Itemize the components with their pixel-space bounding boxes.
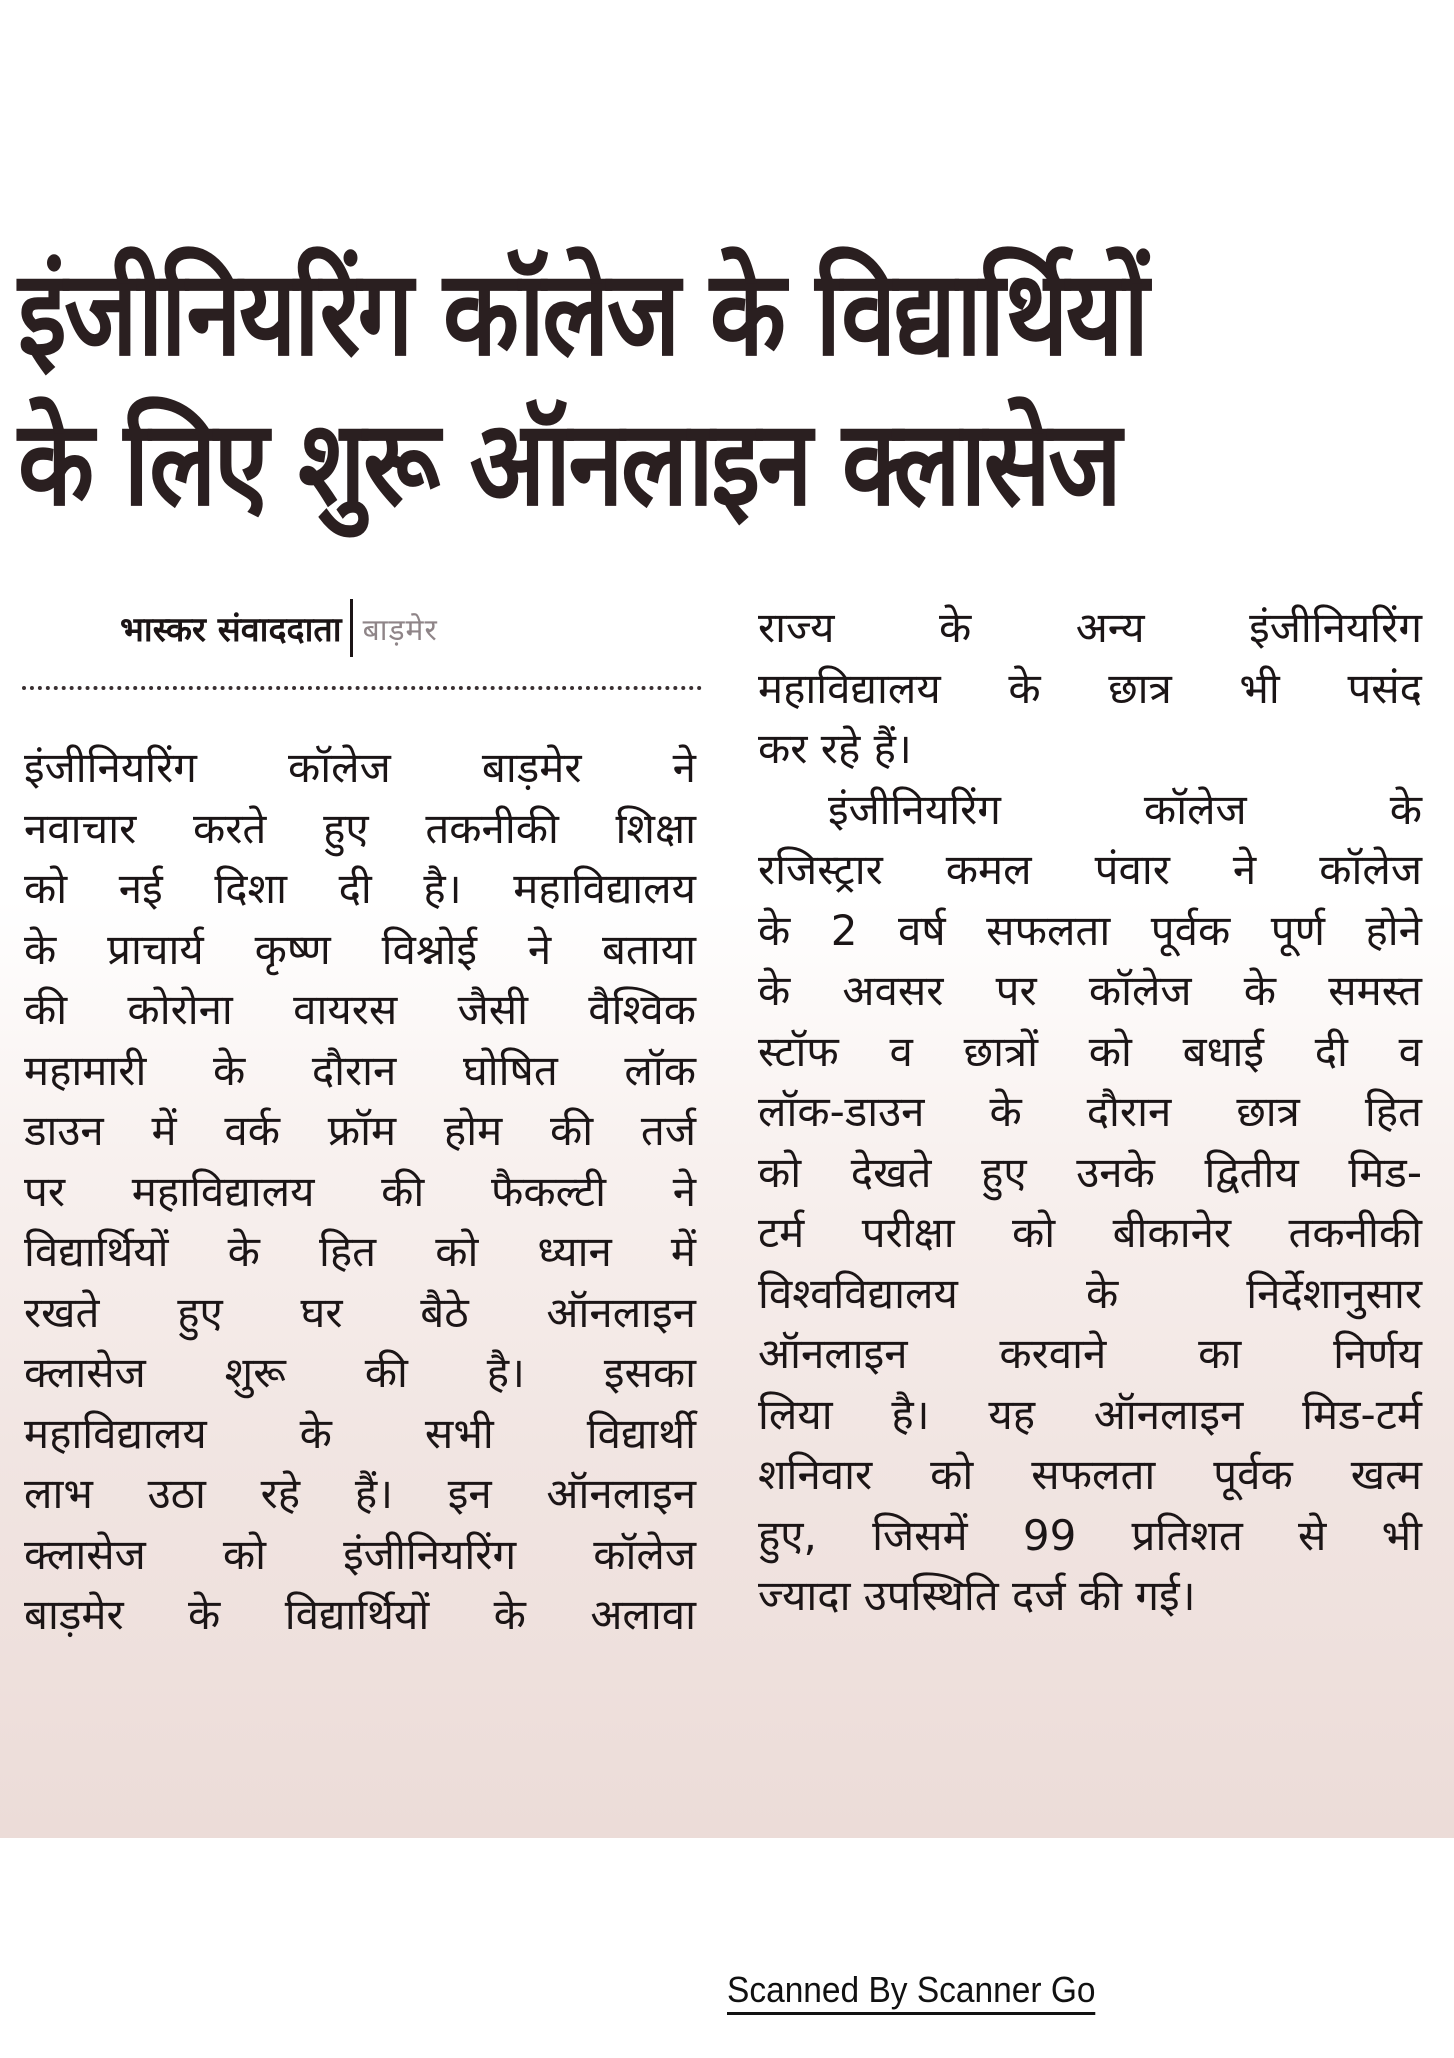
text-line: महामारी के दौरान घोषित लॉक <box>24 1045 696 1095</box>
text-line: विश्वविद्यालय के निर्देशानुसार <box>758 1268 1422 1318</box>
text-line: रजिस्ट्रार कमल पंवार ने कॉलेज <box>758 845 1422 894</box>
text-line: शनिवार को सफलता पूर्वक खत्म <box>758 1450 1422 1499</box>
headline-line-1: इंजीनियरिंग कॉलेज के विद्यार्थियों <box>18 244 1147 382</box>
text-line: कर रहे हैं। <box>758 724 912 773</box>
text-line: हुए, जिसमें 99 प्रतिशत से भी <box>758 1510 1422 1560</box>
byline-reporter: भास्कर संवाददाता <box>120 610 342 650</box>
headline-line-2: के लिए शुरू ऑनलाइन क्लासेज <box>18 394 1120 532</box>
text-line: बाड़मेर के विद्यार्थियों के अलावा <box>24 1590 696 1639</box>
text-line: को देखते हुए उनके द्वितीय मिड- <box>758 1147 1422 1197</box>
text-line: विद्यार्थियों के हित को ध्यान में <box>24 1227 696 1276</box>
text-line: टर्म परीक्षा को बीकानेर तकनीकी <box>758 1208 1422 1257</box>
text-line: डाउन में वर्क फ्रॉम होम की तर्ज <box>24 1106 696 1155</box>
text-line: लॉक-डाउन के दौरान छात्र हित <box>758 1087 1422 1136</box>
text-line: लिया है। यह ऑनलाइन मिड-टर्म <box>758 1389 1422 1439</box>
text-line: महाविद्यालय के छात्र भी पसंद <box>758 663 1422 713</box>
article-column-left <box>24 738 696 1646</box>
byline-separator <box>350 599 353 657</box>
text-line: रखते हुए घर बैठे ऑनलाइन <box>24 1287 696 1337</box>
byline <box>120 600 438 656</box>
text-line: लाभ उठा रहे हैं। इन ऑनलाइन <box>24 1469 696 1518</box>
text-line: महाविद्यालय के सभी विद्यार्थी <box>24 1408 696 1458</box>
text-line: इंजीनियरिंग कॉलेज के <box>828 784 1422 834</box>
text-line: के अवसर पर कॉलेज के समस्त <box>758 966 1422 1015</box>
text-line: ज्यादा उपस्थिति दर्ज की गई। <box>758 1571 1196 1620</box>
text-line: के 2 वर्ष सफलता पूर्वक पूर्ण होने <box>758 905 1422 955</box>
text-line: के प्राचार्य कृष्ण विश्नोई ने बताया <box>24 924 696 974</box>
text-line: को नई दिशा दी है। महाविद्यालय <box>24 864 696 913</box>
byline-divider <box>22 686 702 690</box>
text-line: क्लासेज को इंजीनियरिंग कॉलेज <box>24 1529 696 1579</box>
article-headline <box>18 238 1211 538</box>
article-column-right <box>758 598 1422 1627</box>
text-line: स्टॉफ व छात्रों को बधाई दी व <box>758 1026 1422 1076</box>
text-line: पर महाविद्यालय की फैकल्टी ने <box>24 1166 696 1216</box>
text-line: राज्य के अन्य इंजीनियरिंग <box>758 603 1422 652</box>
text-line: की कोरोना वायरस जैसी वैश्विक <box>24 985 696 1034</box>
text-line: क्लासेज शुरू की है। इसका <box>24 1348 696 1397</box>
text-line: ऑनलाइन करवाने का निर्णय <box>758 1329 1422 1378</box>
text-line: नवाचार करते हुए तकनीकी शिक्षा <box>24 803 696 853</box>
byline-location: बाड़मेर <box>362 612 438 648</box>
text-line: इंजीनियरिंग कॉलेज बाड़मेर ने <box>24 743 696 792</box>
scanner-credit: Scanned By Scanner Go <box>727 1970 1096 2015</box>
